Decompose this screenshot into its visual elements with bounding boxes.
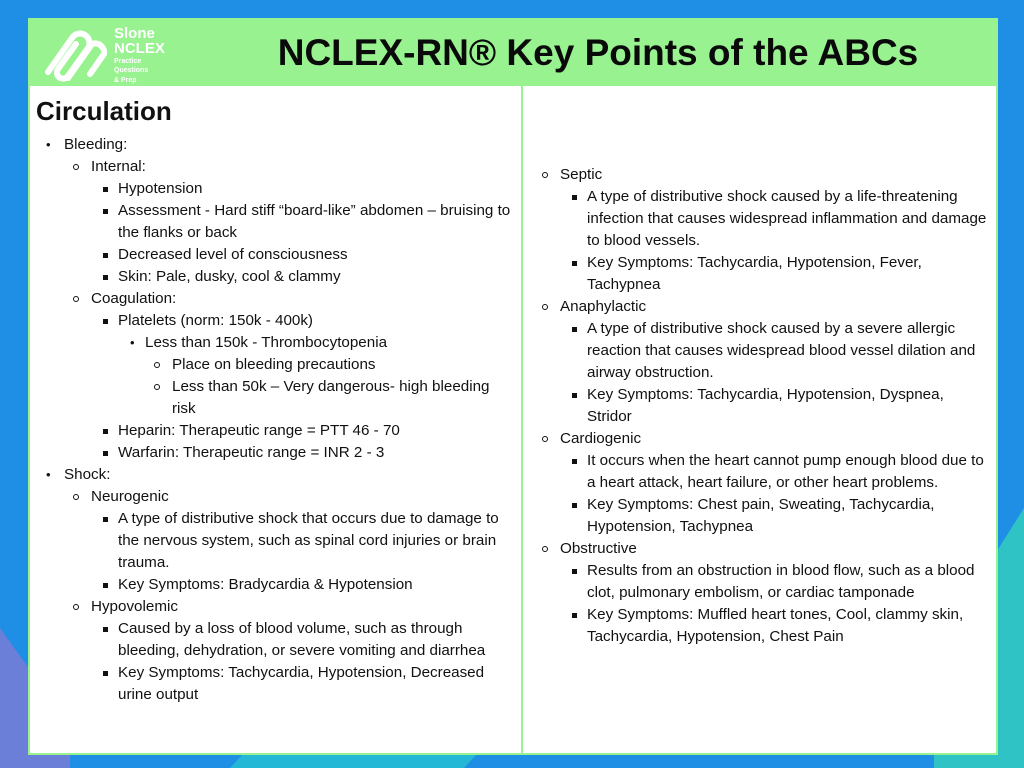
list-item-shock [36, 464, 516, 706]
thrombocytopenia-sublist [145, 354, 516, 420]
section-title: Circulation [36, 96, 172, 126]
neurogenic-list [91, 508, 516, 596]
list-item-less-150 [118, 332, 516, 420]
list-item: Key Symptoms: Chest pain, Sweating, Tachycardia, Hypotension, Tachypnea [560, 494, 991, 538]
list-item-internal [64, 156, 516, 288]
hypovolemic-list [91, 618, 516, 706]
list-item: Key Symptoms: Muffled heart tones, Cool, clammy skin, Tachycardia, Hypotension, Chest Pain [560, 604, 991, 648]
header-bar [28, 18, 998, 86]
list-item: A type of distributive shock caused by a life-threatening infection that causes widespread inflammation and damage to blood vessels. [560, 186, 991, 252]
list-item: Key Symptoms: Bradycardia & Hypotension [91, 574, 516, 596]
obstructive-label: Obstructive [560, 540, 637, 557]
septic-list [560, 186, 991, 296]
hypovolemic-label: Hypovolemic [91, 598, 178, 615]
page-title: NCLEX-RN® Key Points of the ABCs [277, 32, 919, 73]
cardiogenic-list [560, 450, 991, 538]
logo-text [114, 26, 165, 84]
content-card [28, 18, 998, 755]
list-item-anaphylactic [533, 296, 991, 428]
right-shock-list [533, 164, 991, 648]
list-item-bleeding [36, 134, 516, 464]
right-column [533, 164, 991, 648]
anaphylactic-label: Anaphylactic [560, 298, 647, 315]
list-item: A type of distributive shock that occurs due to damage to the nervous system, such as spinal cord injuries or brain trauma. [91, 508, 516, 574]
logo [38, 24, 188, 82]
platelets-text: Platelets (norm: 150k - 400k) [118, 312, 313, 329]
bleeding-label: Bleeding: [64, 136, 128, 153]
list-item-obstructive [533, 538, 991, 648]
list-item: Skin: Pale, dusky, cool & clammy [91, 266, 516, 288]
bleeding-sublist [64, 156, 516, 464]
list-item: Decreased level of consciousness [91, 244, 516, 266]
neurogenic-label: Neurogenic [91, 488, 169, 505]
list-item-coagulation [64, 288, 516, 464]
list-item: A type of distributive shock caused by a severe allergic reaction that causes widespread blood vessel dilation and airway obstruction. [560, 318, 991, 384]
list-item-neurogenic [64, 486, 516, 596]
column-divider [521, 86, 523, 755]
coagulation-list [91, 310, 516, 464]
main-list [36, 134, 516, 706]
septic-label: Septic [560, 166, 603, 183]
list-item: It occurs when the heart cannot pump enough blood due to a heart attack, heart failure, or other heart problems. [560, 450, 991, 494]
shock-sublist [64, 486, 516, 706]
logo-sub-1: Practice [114, 58, 142, 65]
logo-line-2: NCLEX [114, 40, 165, 57]
list-item: Key Symptoms: Tachycardia, Hypotension, Fever, Tachypnea [560, 252, 991, 296]
logo-line-1: Slone [114, 25, 155, 42]
list-item-hypovolemic [64, 596, 516, 706]
anaphylactic-list [560, 318, 991, 428]
list-item: Place on bleeding precautions [145, 354, 516, 376]
list-item-platelets [91, 310, 516, 420]
list-item: Heparin: Therapeutic range = PTT 46 - 70 [91, 420, 516, 442]
shock-label: Shock: [64, 466, 111, 483]
platelets-sublist [118, 332, 516, 420]
left-column [36, 94, 516, 706]
list-item: Hypotension [91, 178, 516, 200]
paperclip-logo-icon [38, 26, 108, 82]
logo-sub-3: & Prep [114, 76, 137, 84]
list-item-septic [533, 164, 991, 296]
list-item: Warfarin: Therapeutic range = INR 2 - 3 [91, 442, 516, 464]
internal-list [91, 178, 516, 288]
list-item-cardiogenic [533, 428, 991, 538]
logo-sub-2: Questions [114, 67, 149, 75]
list-item: Less than 50k – Very dangerous- high bleeding risk [145, 376, 516, 420]
list-item: Key Symptoms: Tachycardia, Hypotension, Dyspnea, Stridor [560, 384, 991, 428]
obstructive-list [560, 560, 991, 648]
cardiogenic-label: Cardiogenic [560, 430, 642, 447]
list-item: Results from an obstruction in blood flow, such as a blood clot, pulmonary embolism, or cardiac tamponade [560, 560, 991, 604]
list-item: Key Symptoms: Tachycardia, Hypotension, Decreased urine output [91, 662, 516, 706]
less-150-text: Less than 150k - Thrombocytopenia [145, 334, 388, 351]
list-item: Assessment - Hard stiff “board-like” abdomen – bruising to the flanks or back [91, 200, 516, 244]
coagulation-label: Coagulation: [91, 290, 177, 307]
internal-label: Internal: [91, 158, 146, 175]
list-item: Caused by a loss of blood volume, such as through bleeding, dehydration, or severe vomiting and diarrhea [91, 618, 516, 662]
